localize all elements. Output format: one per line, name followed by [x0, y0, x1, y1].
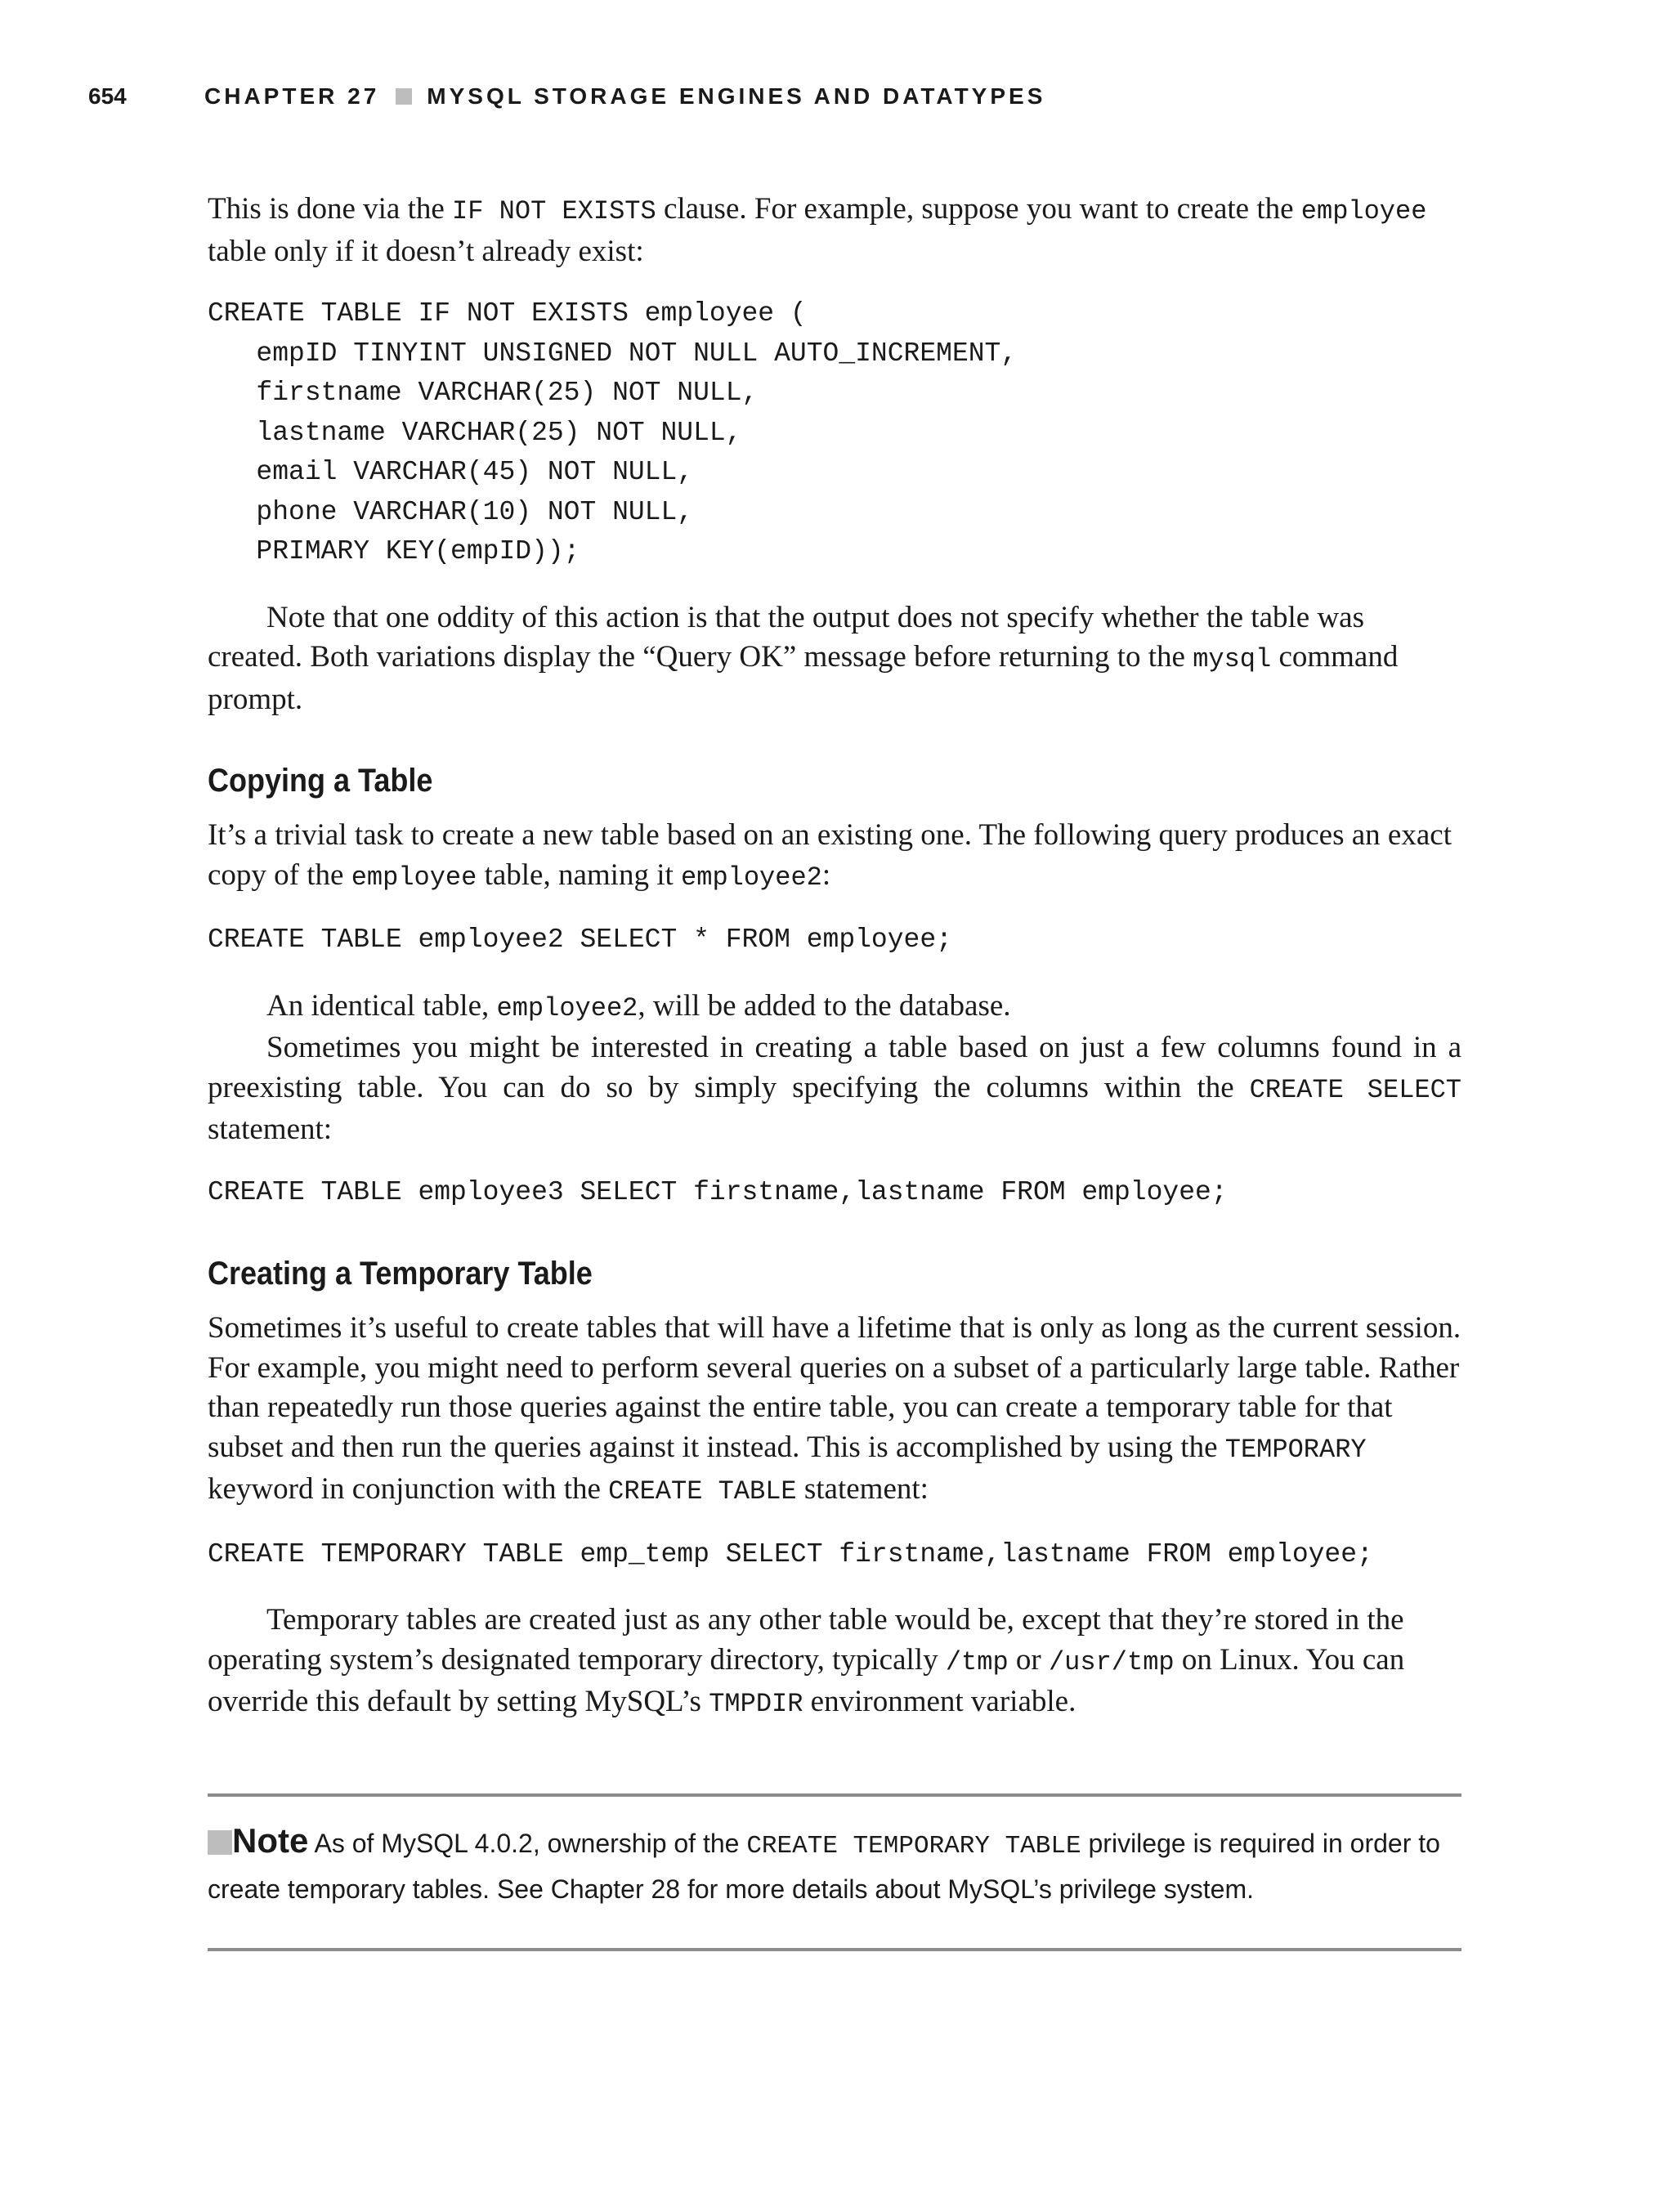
intro-paragraph: This is done via the IF NOT EXISTS clause. For example, suppose you want to create the employee table only if it doesn’t already exist:	[208, 192, 1427, 268]
chapter-title: MYSQL STORAGE ENGINES AND DATATYPES	[427, 83, 1046, 109]
few-columns-paragraph: Sometimes you might be interested in creating a table based on just a few columns found in a preexisting table. You can do so by simply specifying the columns within the CREATE SELECT statement:	[208, 1031, 1462, 1146]
note-label: Note	[232, 1820, 309, 1860]
code-create-if-not-exists: CREATE TABLE IF NOT EXISTS employee ( empID TINYINT UNSIGNED NOT NULL AUTO_INCREMENT, firstname VARCHAR(25) NOT NULL, lastname VARCHAR(25) NOT NULL, email VARCHAR(45) NOT NULL, phone VARCHAR(10) NOT NULL, PRIMARY KEY(empID));	[208, 298, 1018, 566]
page-number: 654	[88, 83, 127, 109]
heading-temporary-table: Creating a Temporary Table	[208, 1256, 593, 1292]
temp-storage-paragraph: Temporary tables are created just as any other table would be, except that they’re stored in the operating system’s designated temporary directory, typically /tmp or /usr/tmp on Linux. You can override this default by setting MySQL’s TMPDIR environment variable.	[208, 1603, 1405, 1719]
code-copy-columns: CREATE TABLE employee3 SELECT firstname,lastname FROM employee;	[208, 1176, 1228, 1207]
page-body	[208, 190, 1461, 1951]
copying-paragraph: It’s a trivial task to create a new table based on an existing one. The following query produces an exact copy of the employee table, naming it employee2:	[208, 818, 1452, 893]
chapter-label: CHAPTER 27	[204, 83, 380, 109]
note-text: Note As of MySQL 4.0.2, ownership of the CREATE TEMPORARY TABLE privilege is required in order to create temporary tables. See Chapter 28 for more details about MySQL’s privilege system.	[208, 1820, 1440, 1904]
oddity-paragraph: Note that one oddity of this action is that the output does not specify whether the table was created. Both variations display the “Query OK” message before returning to the mysql command prompt.	[208, 600, 1399, 716]
heading-copying-a-table: Copying a Table	[208, 763, 433, 799]
square-bullet-icon	[396, 88, 412, 105]
code-copy-table: CREATE TABLE employee2 SELECT * FROM employee;	[208, 925, 952, 955]
temporary-paragraph: Sometimes it’s useful to create tables that will have a lifetime that is only as long as the current session. For example, you might need to perform several queries on a subset of a particularly large table. Rather than repeatedly run those queries against the entire table, you can create a temporary table for that subset and then run the queries against it instead. This is accomplished by using the TEMPORARY keyword in conjunction with the CREATE TABLE statement:	[208, 1311, 1461, 1507]
square-bullet-icon	[208, 1830, 232, 1855]
running-head	[88, 83, 1478, 110]
identical-table-paragraph: An identical table, employee2, will be added to the database.	[266, 988, 1011, 1023]
note-box	[208, 1793, 1461, 1951]
code-temporary-table: CREATE TEMPORARY TABLE emp_temp SELECT firstname,lastname FROM employee;	[208, 1538, 1373, 1569]
